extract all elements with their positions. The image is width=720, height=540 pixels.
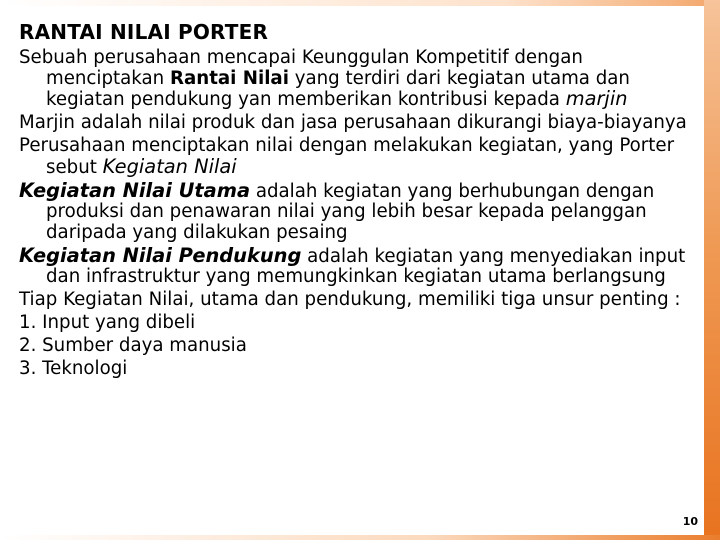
paragraph-text: Sebuah perusahaan mencapai Keunggulan Kompetitif dengan menciptakan <box>19 47 583 89</box>
paragraph-text: adalah kegiatan yang berhubungan dengan produksi dan penawaran nilai yang lebih besar kepada pelanggan daripada yang dilakukan pesaing <box>46 180 655 243</box>
list-item: 2. Sumber daya manusia <box>19 335 247 356</box>
paragraph-kegiatan-pendukung <box>19 243 691 288</box>
paragraph-rantai-nilai <box>19 48 691 111</box>
page-number: 10 <box>682 515 698 528</box>
slide-body <box>19 48 691 382</box>
paragraph-tiga-unsur <box>19 290 691 311</box>
list-item: 3. Teknologi <box>19 358 128 379</box>
emphasis-rantai-nilai: Rantai Nilai <box>169 67 289 89</box>
emphasis-marjin: marjin <box>565 87 628 110</box>
top-decoration-strip <box>0 0 720 6</box>
paragraph-text: Marjin adalah nilai produk dan jasa perusahaan dikurangi biaya-biayanya <box>19 112 687 133</box>
paragraph-kegiatan-utama <box>19 178 691 244</box>
emphasis-kegiatan-nilai: Kegiatan Nilai <box>102 154 237 178</box>
paragraph-text: Tiap Kegiatan Nilai, utama dan pendukung, memiliki tiga unsur penting : <box>19 289 681 310</box>
list-item: 1. Input yang dibeli <box>19 312 196 333</box>
paragraph-marjin <box>19 113 691 134</box>
right-accent-bar <box>704 0 720 540</box>
slide-title: RANTAI NILAI PORTER <box>19 20 269 44</box>
paragraph-text: adalah kegiatan yang menyediakan input dan infrastruktur yang memungkinkan kegiatan utama berlangsung <box>46 245 686 287</box>
paragraph-kegiatan-nilai <box>19 136 691 178</box>
emphasis-kegiatan-utama: Kegiatan Nilai Utama <box>19 178 251 202</box>
paragraph-text: Perusahaan menciptakan nilai dengan melakukan kegiatan, yang Porter sebut <box>19 135 675 178</box>
paragraph-text: yang terdiri dari kegiatan utama dan kegiatan pendukung yan memberikan kontribusi kepada <box>46 67 630 110</box>
emphasis-kegiatan-pendukung: Kegiatan Nilai Pendukung <box>19 243 302 267</box>
footer-decoration-line <box>0 535 720 540</box>
